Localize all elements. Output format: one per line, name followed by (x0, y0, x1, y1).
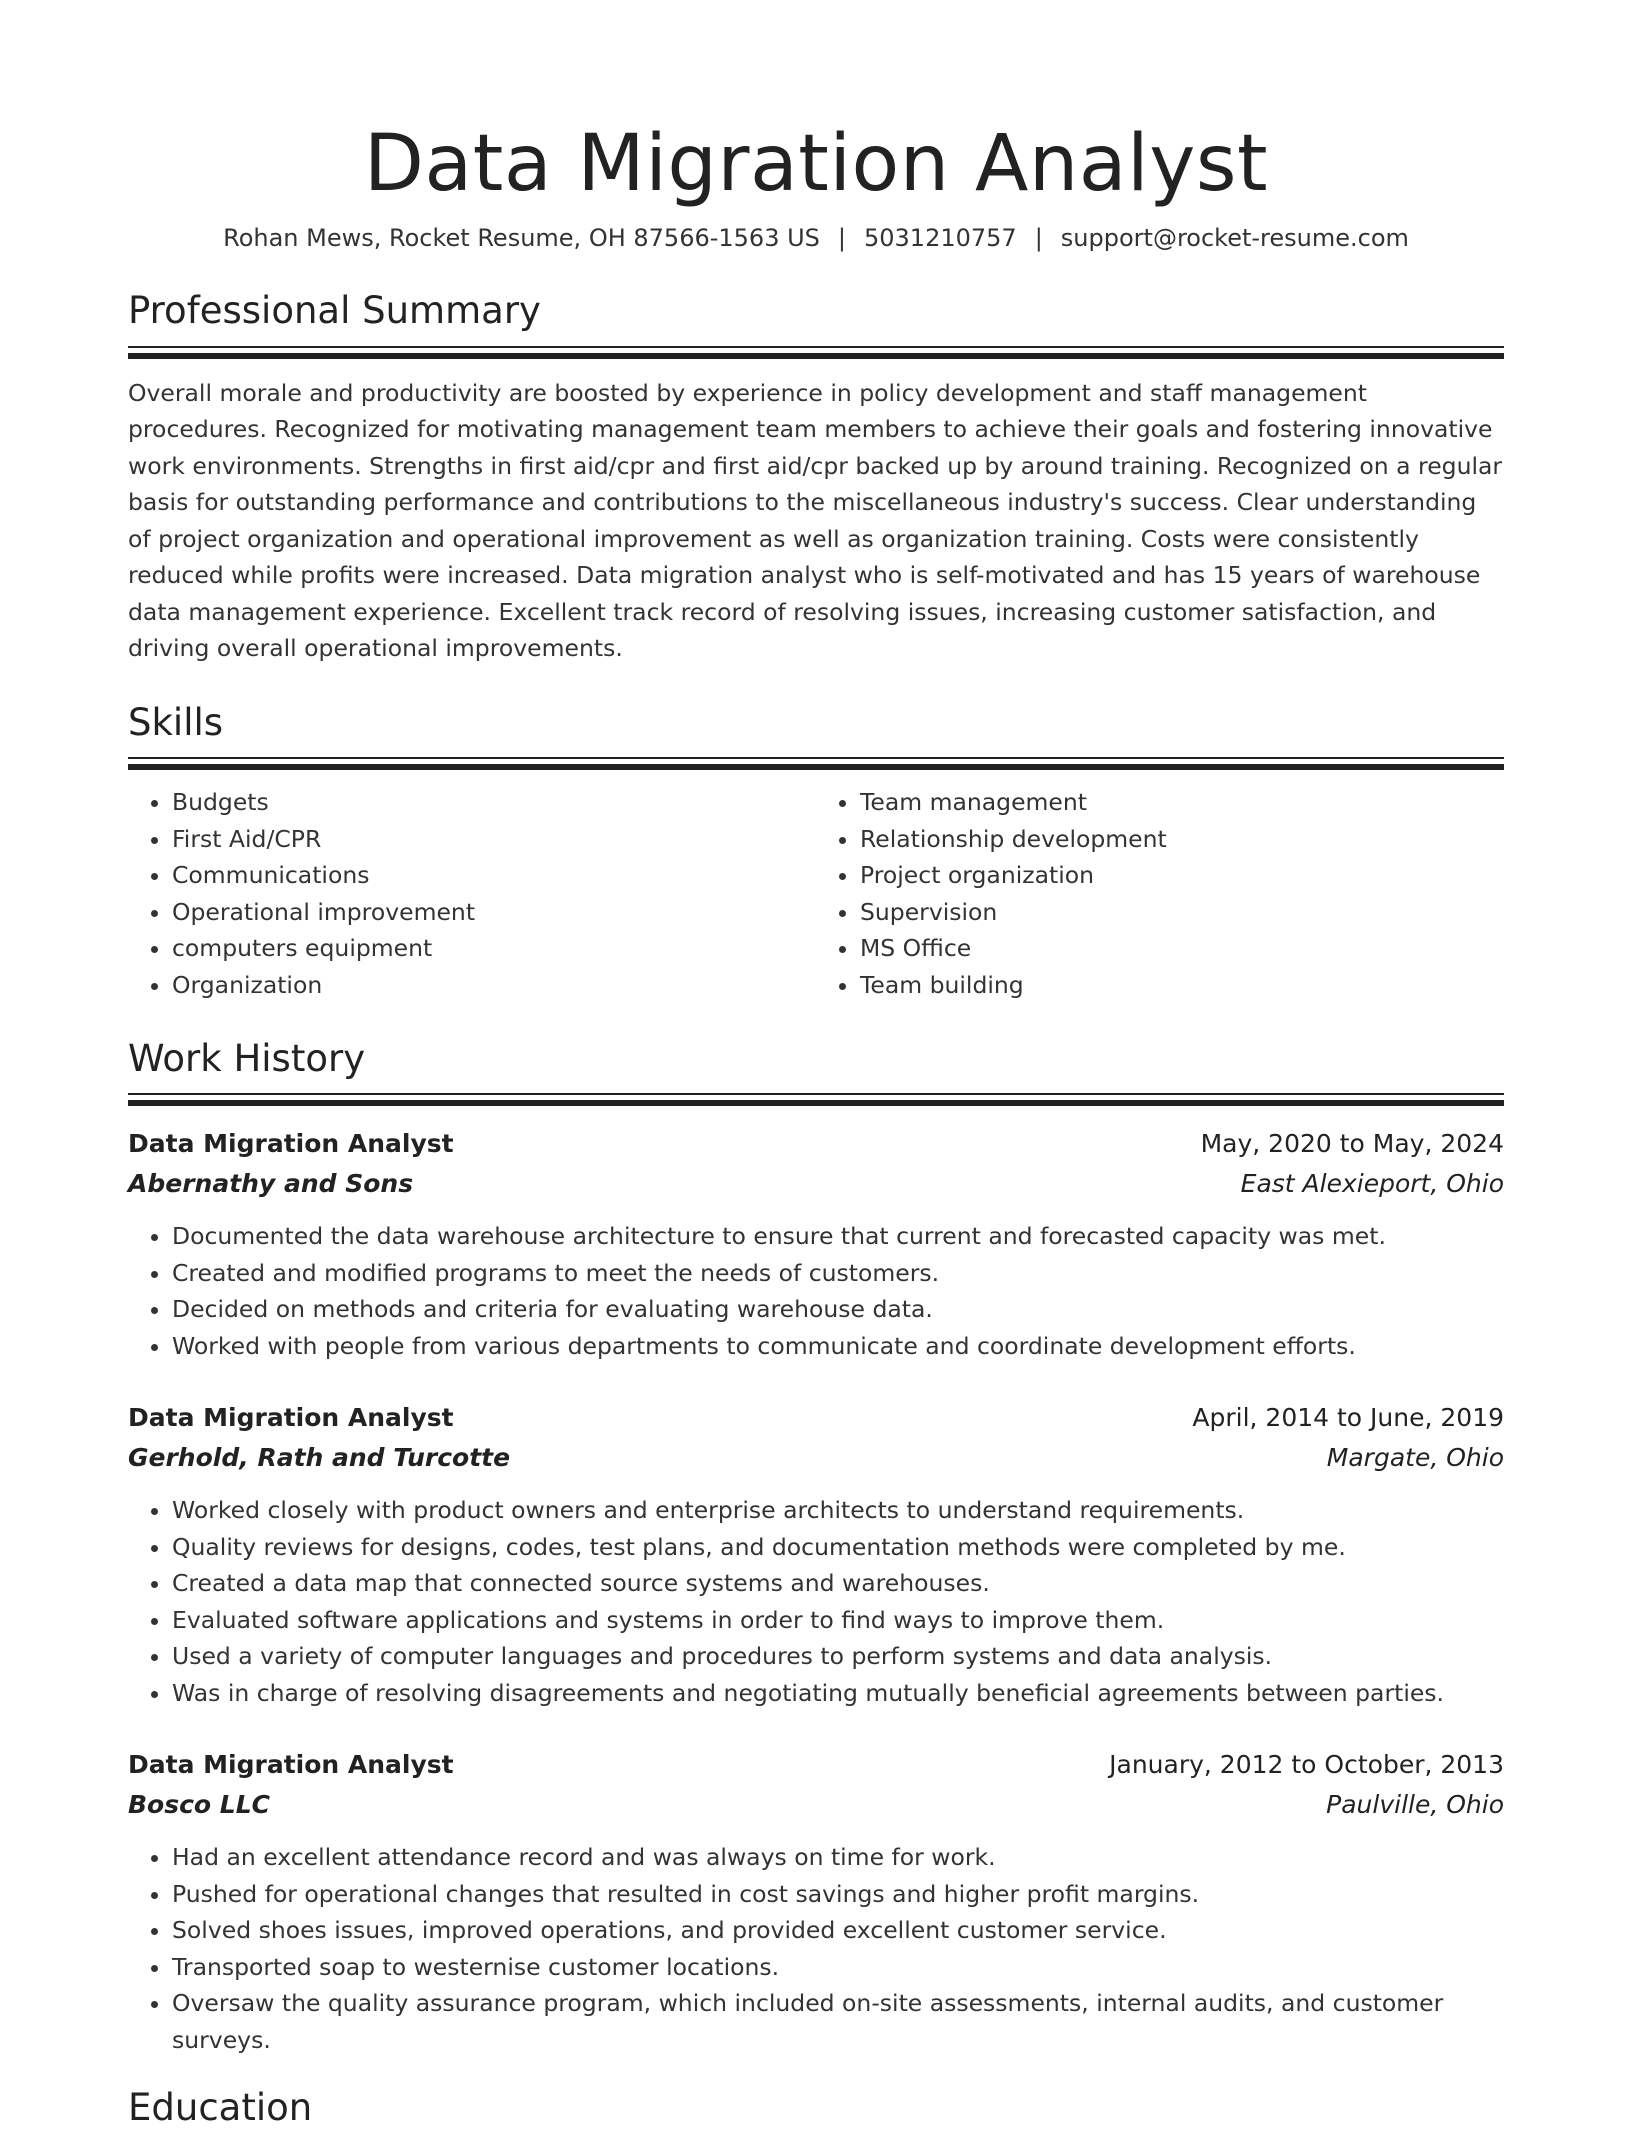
job-dates: May, 2020 to May, 2024 (1200, 1129, 1504, 1159)
section-divider (128, 346, 1504, 359)
skills-list-right (816, 784, 1504, 1003)
skill-item: • Relationship development (860, 821, 1504, 858)
skill-item: • Budgets (172, 784, 816, 821)
summary-section (128, 289, 1504, 666)
job-bullet: • Quality reviews for designs, codes, test plans, and documentation methods were completed by me. (172, 1529, 1504, 1566)
resume-page (128, 0, 1504, 2129)
section-divider (128, 1093, 1504, 1106)
job-bullet: • Was in charge of resolving disagreements and negotiating mutually beneficial agreements between parties. (172, 1675, 1504, 1712)
job-bullet: • Evaluated software applications and systems in order to find ways to improve them. (172, 1602, 1504, 1639)
job-title: Data Migration Analyst (128, 1750, 454, 1780)
job-bullets (128, 1492, 1504, 1711)
skills-heading: Skills (128, 700, 224, 744)
contact-separator: | (1034, 223, 1043, 252)
summary-text: Overall morale and productivity are boosted by experience in policy development and staff management procedures. Recognized for motivating management team members to achieve their goals and fostering innovative work environments. Strengths in first aid/cpr and first aid/cpr backed up by around training. Recognized on a regular basis for outstanding performance and contributions to the miscellaneous industry's success. Clear understanding of project organization and operational improvement as well as organization training. Costs were consistently reduced while profits were increased. Data migration analyst who is self-motivated and has 15 years of warehouse data management experience. Excellent track record of resolving issues, increasing customer satisfaction, and driving overall operational improvements. (128, 378, 1503, 663)
work-history-heading: Work History (128, 1037, 366, 1081)
job-entry (128, 1124, 1504, 1364)
skill-item: • Project organization (860, 857, 1504, 894)
job-entry (128, 1398, 1504, 1711)
resume-title: Data Migration Analyst (363, 119, 1269, 209)
job-company: Bosco LLC (128, 1790, 271, 1820)
contact-phone: 5031210757 (864, 223, 1017, 252)
job-bullet: • Documented the data warehouse architecture to ensure that current and forecasted capacity was met. (172, 1218, 1504, 1255)
job-bullets (128, 1218, 1504, 1364)
job-bullet: • Oversaw the quality assurance program, which included on-site assessments, internal audits, and customer surveys. (172, 1985, 1504, 2058)
job-bullet: • Pushed for operational changes that resulted in cost savings and higher profit margins. (172, 1876, 1504, 1913)
work-history-section (128, 1037, 1504, 2058)
skill-item: • computers equipment (172, 930, 816, 967)
job-bullet: • Solved shoes issues, improved operations, and provided excellent customer service. (172, 1912, 1504, 1949)
job-location: East Alexieport, Ohio (1240, 1169, 1504, 1199)
job-bullet: • Worked with people from various departments to communicate and coordinate development efforts. (172, 1328, 1504, 1365)
contact-line (128, 222, 1504, 256)
contact-separator: | (837, 223, 846, 252)
job-bullet: • Created and modified programs to meet the needs of customers. (172, 1255, 1504, 1292)
job-bullet: • Used a variety of computer languages and procedures to perform systems and data analysis. (172, 1638, 1504, 1675)
job-entry (128, 1745, 1504, 2058)
education-heading: Education (128, 2086, 313, 2129)
job-title: Data Migration Analyst (128, 1403, 454, 1433)
job-company: Abernathy and Sons (128, 1169, 414, 1199)
skills-section (128, 701, 1504, 1003)
job-location: Paulville, Ohio (1326, 1790, 1504, 1820)
skill-item: • Team building (860, 967, 1504, 1004)
job-location: Margate, Ohio (1326, 1443, 1504, 1473)
job-bullet: • Had an excellent attendance record and was always on time for work. (172, 1839, 1504, 1876)
job-dates: January, 2012 to October, 2013 (1109, 1750, 1504, 1780)
summary-heading: Professional Summary (128, 289, 541, 333)
job-bullet: • Worked closely with product owners and enterprise architects to understand requirements. (172, 1492, 1504, 1529)
job-title: Data Migration Analyst (128, 1129, 454, 1159)
job-bullet: • Transported soap to westernise customer locations. (172, 1949, 1504, 1986)
contact-email: support@rocket-resume.com (1060, 223, 1409, 252)
skill-item: • First Aid/CPR (172, 821, 816, 858)
skill-item: • Operational improvement (172, 894, 816, 931)
skill-item: • Communications (172, 857, 816, 894)
job-company: Gerhold, Rath and Turcotte (128, 1443, 511, 1473)
skill-item: • Supervision (860, 894, 1504, 931)
section-divider (128, 757, 1504, 770)
skills-grid (128, 784, 1504, 1003)
skills-list-left (128, 784, 816, 1003)
skill-item: • Organization (172, 967, 816, 1004)
skill-item: • Team management (860, 784, 1504, 821)
job-bullet: • Decided on methods and criteria for evaluating warehouse data. (172, 1291, 1504, 1328)
contact-address: Rohan Mews, Rocket Resume, OH 87566-1563 US (223, 223, 820, 252)
skill-item: • MS Office (860, 930, 1504, 967)
job-bullet: • Created a data map that connected source systems and warehouses. (172, 1565, 1504, 1602)
job-dates: April, 2014 to June, 2019 (1192, 1403, 1504, 1433)
job-bullets (128, 1839, 1504, 2058)
